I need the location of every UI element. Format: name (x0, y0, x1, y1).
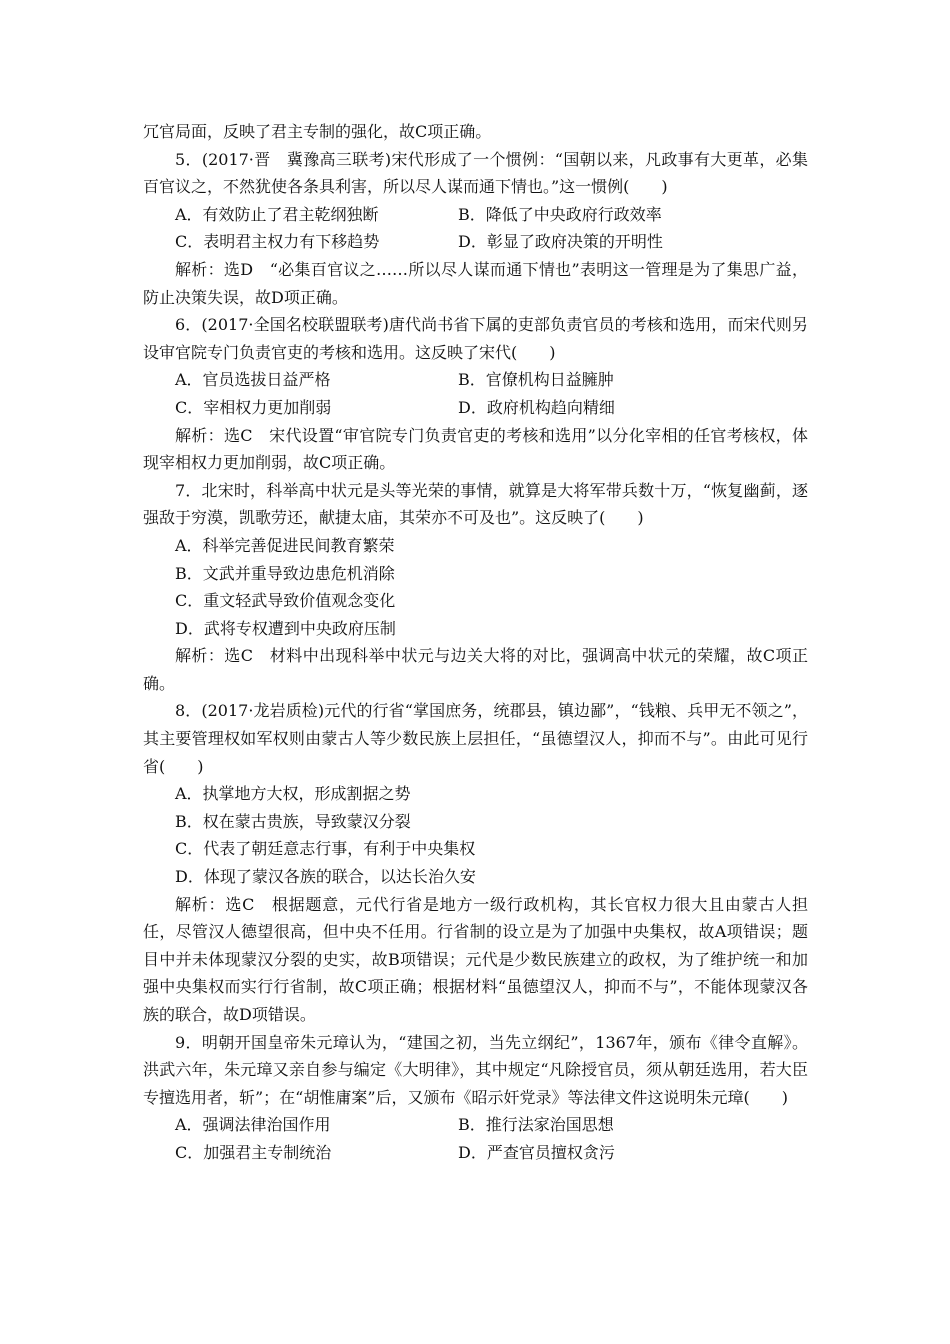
q9-options-row-2 (143, 1139, 808, 1167)
q5-option-a: A．有效防止了君主乾纲独断 (175, 204, 379, 224)
q7-option-a: A．科举完善促进民间教育繁荣 (175, 535, 395, 555)
document-page (143, 118, 808, 1167)
q8-option-a: A．执掌地方大权，形成割据之势 (175, 784, 411, 804)
q6-options-row-1 (143, 366, 808, 394)
q7-option-d: D．武将专权遭到中央政府压制 (175, 618, 396, 638)
q6-options-row-2 (143, 394, 808, 422)
q6-option-d: D．政府机构趋向精细 (458, 397, 615, 417)
q6-option-c: C．宰相权力更加削弱 (175, 397, 332, 417)
q7-stem: 7．北宋时，科举高中状元是头等光荣的事情，就算是大将军带兵数十万，“恢复幽蓟，逐强敌于穷漠，凯歌劳还，献捷太庙，其荣亦不可及也”。这反映了( ) (143, 480, 808, 528)
q9-options-row-1 (143, 1111, 808, 1139)
intro-text: 冗官局面，反映了君主专制的强化，故C项正确。 (143, 122, 492, 141)
q5-options-row-1 (143, 201, 808, 229)
q7-option-c: C．重文轻武导致价值观念变化 (175, 591, 396, 611)
q9-option-b: B．推行法家治国思想 (458, 1115, 614, 1135)
q5-options-row-2 (143, 228, 808, 256)
q5-option-d: D．彰显了政府决策的开明性 (458, 232, 663, 252)
q6-analysis: 解析：选C 宋代设置“审官院专门负责官吏的考核和选用”以分化宰相的任官考核权，体现宰相权力更加削弱，故C项正确。 (143, 425, 808, 473)
q8-option-c: C．代表了朝廷意志行事，有利于中央集权 (175, 839, 476, 859)
q9-stem: 9．明朝开国皇帝朱元璋认为，“建国之初，当先立纲纪”，1367年，颁布《律令直解》。洪武六年，朱元璋又亲自参与编定《大明律》，其中规定“凡除授官员，须从朝廷选用，若大臣专擅选用者，斩”；在“胡惟庸案”后，又颁布《昭示奸党录》等法律文件这说明朱元璋( ) (143, 1032, 808, 1107)
q9-option-c: C．加强君主专制统治 (175, 1142, 332, 1162)
q8-stem: 8．(2017·龙岩质检)元代的行省“掌国庶务，统郡县，镇边鄙”，“钱粮、兵甲无不领之”，其主要管理权如军权则由蒙古人等少数民族上层担任，“虽德望汉人，抑而不与”。由此可见行省( ) (143, 701, 808, 776)
q9-option-a: A．强调法律治国作用 (175, 1115, 331, 1135)
q5-option-c: C．表明君主权力有下移趋势 (175, 232, 380, 252)
q8-option-d: D．体现了蒙汉各族的联合，以达长治久安 (175, 867, 476, 887)
q5-option-b: B．降低了中央政府行政效率 (458, 204, 662, 224)
q7-analysis: 解析：选C 材料中出现科举中状元与边关大将的对比，强调高中状元的荣耀，故C项正确。 (143, 646, 808, 693)
q6-stem: 6．(2017·全国名校联盟联考)唐代尚书省下属的吏部负责官员的考核和选用，而宋代则另设审官院专门负责官吏的考核和选用。这反映了宋代( ) (143, 315, 808, 362)
q5-analysis: 解析：选D “必集百官议之……所以尽人谋而通下情也”表明这一管理是为了集思广益，防止决策失误，故D项正确。 (143, 259, 808, 307)
q7-option-b: B．文武并重导致边患危机消除 (175, 563, 395, 583)
q6-option-b: B．官僚机构日益臃肿 (458, 370, 614, 390)
q5-stem: 5．(2017·晋 冀豫高三联考)宋代形成了一个惯例：“国朝以来，凡政事有大更革，必集百官议之，不然犹使各条具利害，所以尽人谋而通下情也。”这一惯例( ) (143, 149, 808, 197)
q9-option-d: D．严查官员擅权贪污 (458, 1142, 615, 1162)
q6-option-a: A．官员选拔日益严格 (175, 370, 331, 390)
q8-analysis: 解析：选C 根据题意，元代行省是地方一级行政机构，其长官权力很大且由蒙古人担任，尽管汉人德望很高，但中央不任用。行省制的设立是为了加强中央集权，故A项错误；题目中并未体现蒙汉分裂的史实，故B项错误；元代是少数民族建立的政权，为了维护统一和加强中央集权而实行行省制，故C项正确；根据材料“虽德望汉人，抑而不与”，不能体现蒙汉各族的联合，故D项错误。 (143, 894, 808, 1024)
q8-option-b: B．权在蒙古贵族，导致蒙汉分裂 (175, 811, 411, 831)
